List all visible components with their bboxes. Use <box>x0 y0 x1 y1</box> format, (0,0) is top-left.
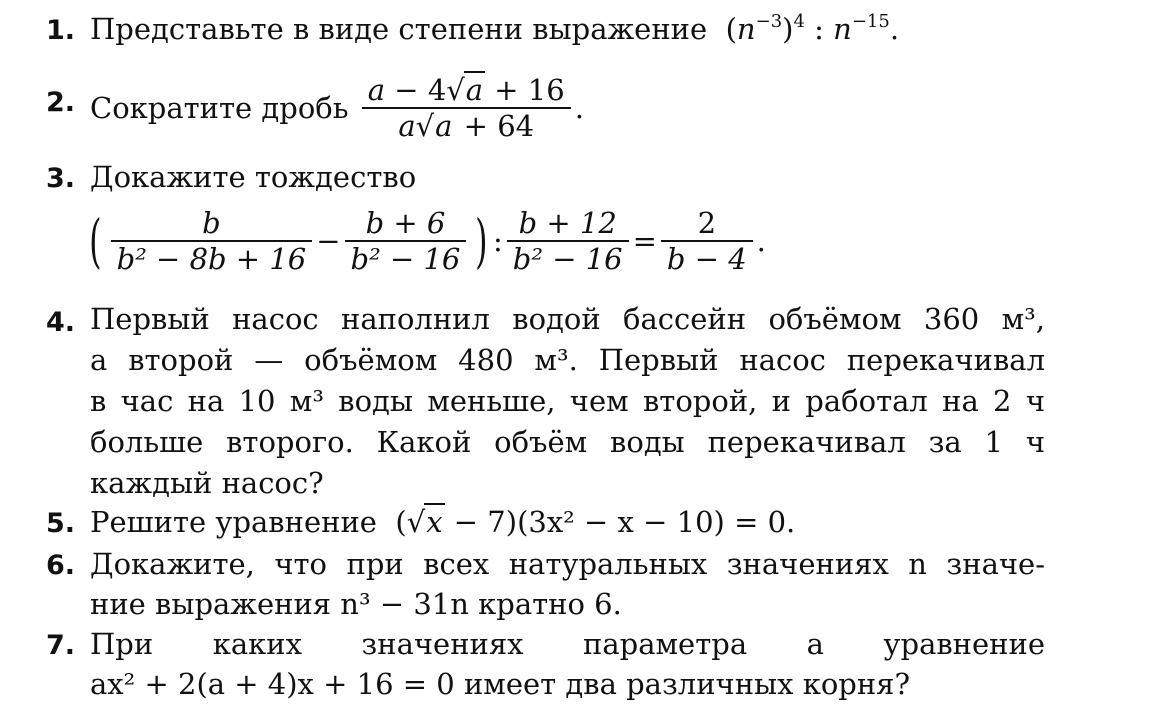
problem-line: а второй — объёмом 480 м³. Первый насос перекачивал <box>90 343 1045 377</box>
problem-line: каждый насос? <box>90 466 324 500</box>
radicand: a <box>465 73 484 107</box>
problem-number: 3. <box>46 163 76 194</box>
term: + 64 <box>454 109 535 143</box>
problem-number: 4. <box>46 307 76 338</box>
term: − 4 <box>385 73 447 107</box>
problem-statement: Представьте в виде степени выражение <box>90 12 708 46</box>
problem-number: 5. <box>46 508 76 539</box>
problem-line: в час на 10 м³ воды меньше, чем второй, и работал на 2 ч <box>90 384 1045 418</box>
fraction <box>345 206 467 276</box>
expr-exponent: 4 <box>793 11 805 32</box>
problem-statement: Сократите дробь <box>90 91 349 125</box>
problem-text <box>90 68 584 146</box>
expr-paren-open: ( <box>725 12 737 46</box>
fraction-denominator: b² − 8b + 16 <box>111 240 313 276</box>
equation: (√x − 7)(3x² − x − 10) = 0. <box>386 505 796 539</box>
fraction-denominator: b² − 16 <box>507 240 629 276</box>
expr-exponent: −3 <box>755 11 783 32</box>
expr-end: . <box>756 224 766 258</box>
expr-base: n <box>736 12 756 46</box>
fraction-denominator: b² − 16 <box>345 240 467 276</box>
radical-sign: √ <box>415 109 435 143</box>
problem-text <box>90 160 416 194</box>
problem-line: Докажите, что при всех натуральных значениях n значе- <box>90 547 1045 581</box>
power-expression <box>716 12 899 46</box>
fraction <box>661 206 753 276</box>
radical-sign: √ <box>446 73 465 107</box>
problem-number: 1. <box>46 15 76 46</box>
problem-line: больше второго. Какой объём воды перекачивал за 1 ч <box>90 425 1045 459</box>
fraction-numerator: 2 <box>697 206 717 240</box>
radicand: a <box>435 109 453 143</box>
var: a <box>398 109 416 143</box>
problem-line: ax² + 2(a + 4)x + 16 = 0 имеет два различных корня? <box>90 667 911 701</box>
fraction-denominator <box>362 107 571 143</box>
paren-close: ) <box>475 207 488 275</box>
operator: = <box>632 224 657 258</box>
expr-paren-close: ) <box>782 12 794 46</box>
fraction-numerator: b <box>202 206 221 240</box>
problem-text <box>90 505 795 539</box>
problem-number: 6. <box>46 550 76 581</box>
expr-exponent: −15 <box>851 11 890 32</box>
operator: : <box>493 224 503 258</box>
fraction-denominator: b − 4 <box>661 240 753 276</box>
var: a <box>367 73 386 107</box>
fraction <box>111 206 313 276</box>
expr-end: . <box>889 12 900 46</box>
fraction-numerator: b + 6 <box>365 206 446 240</box>
fraction-numerator <box>362 73 571 107</box>
expr-end: . <box>574 91 584 125</box>
problem-statement: Докажите тождество <box>90 160 417 194</box>
problem-text <box>90 12 899 46</box>
expr-base: n <box>833 12 852 46</box>
term: + 16 <box>485 73 565 107</box>
operator: − <box>316 224 341 258</box>
expr-divide: : <box>804 12 834 46</box>
problem-line: ние выражения n³ − 31n кратно 6. <box>90 587 622 621</box>
paren-open: ( <box>89 207 102 275</box>
problem-number: 7. <box>46 630 76 661</box>
problem-line: Первый насос наполнил водой бассейн объёмом 360 м³, <box>90 302 1045 336</box>
equation-rest: − 7)(3x² − x − 10) = 0. <box>444 505 796 539</box>
problem-statement: Решите уравнение <box>90 505 377 539</box>
problem-number: 2. <box>46 87 76 118</box>
problem-line: При каких значениях параметра a уравнение <box>90 627 1045 661</box>
fraction <box>362 73 571 143</box>
fraction <box>507 206 629 276</box>
identity-expression <box>84 206 766 276</box>
fraction-numerator: b + 12 <box>518 206 617 240</box>
radicand: x <box>426 505 443 539</box>
